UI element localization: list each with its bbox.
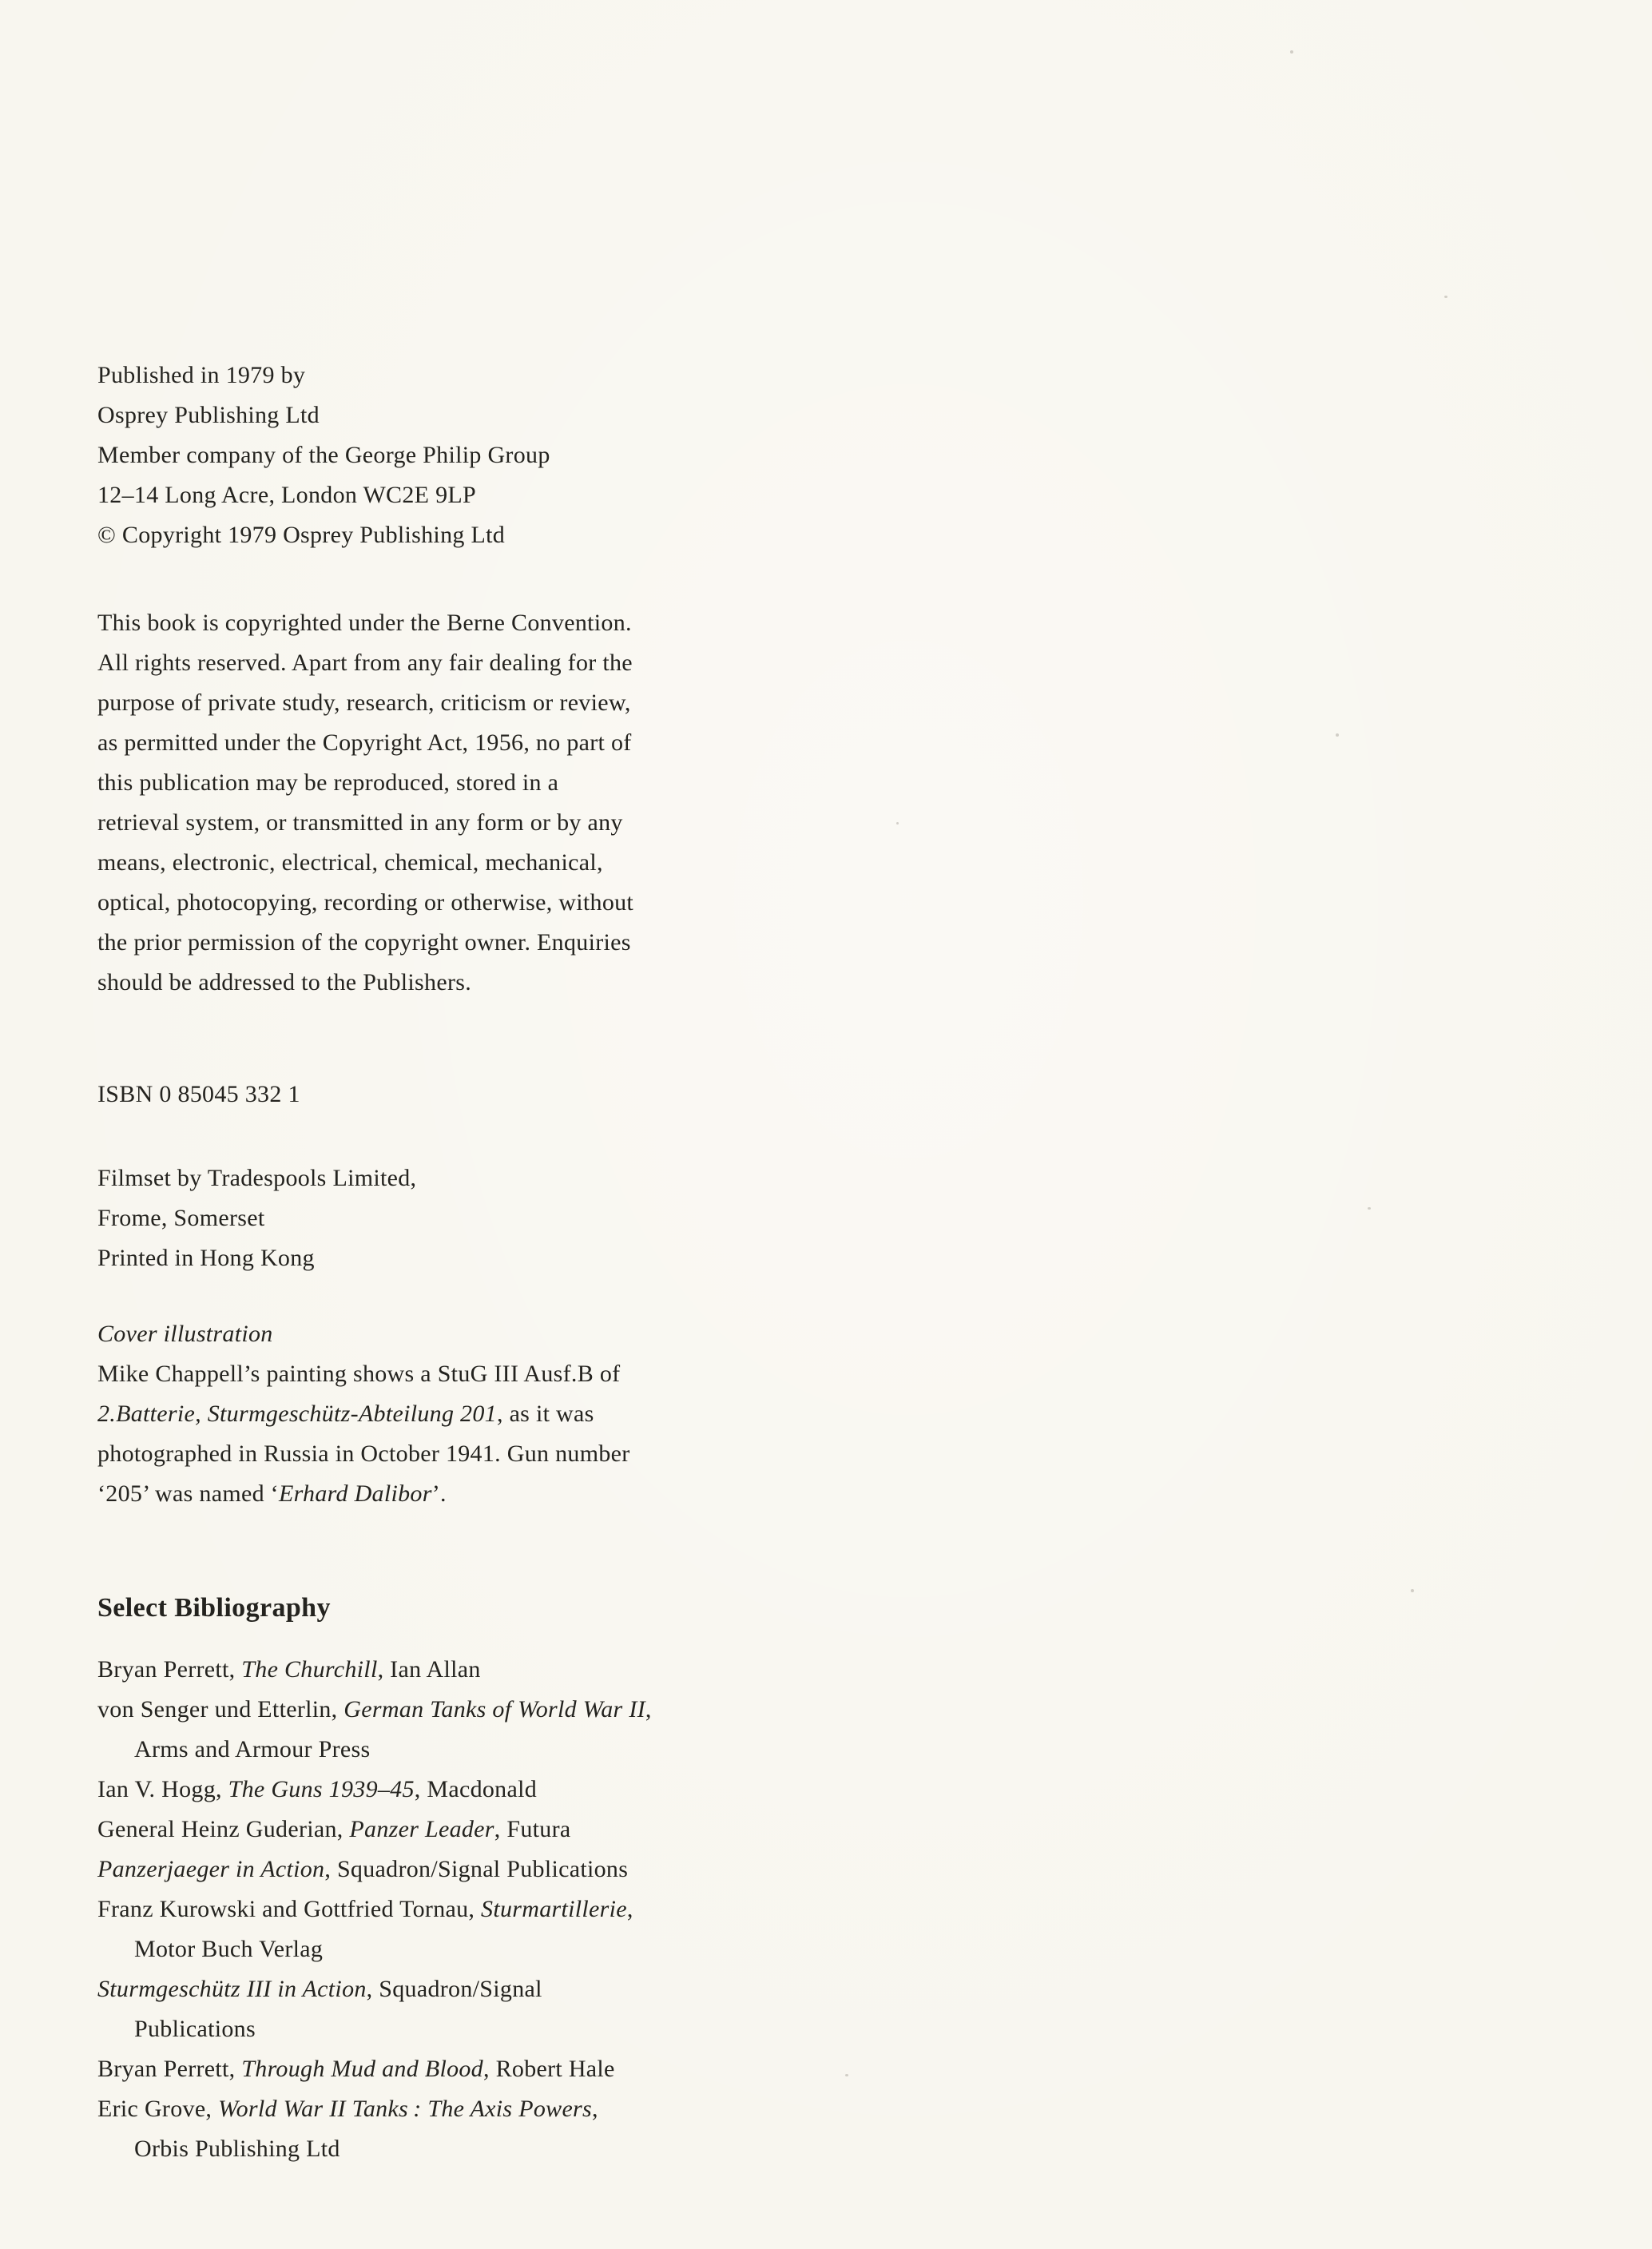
text-line: Frome, Somerset	[97, 1205, 265, 1231]
regular-text: , Squadron/Signal	[366, 1976, 542, 2002]
copyright-notice	[97, 603, 880, 1003]
text-line	[97, 1810, 880, 1850]
paper-speck	[1411, 1589, 1414, 1592]
text-line: © Copyright 1979 Osprey Publishing Ltd	[97, 522, 506, 548]
paper-speck	[1290, 50, 1293, 54]
text-line	[97, 2009, 880, 2049]
regular-text: Bryan Perrett,	[97, 2056, 242, 2082]
text-line: purpose of private study, research, criticism or review,	[97, 689, 631, 716]
bibliography-heading: Select Bibliography	[97, 1593, 331, 1623]
imprint-block	[97, 356, 880, 555]
regular-text: General Heinz Guderian,	[97, 1816, 350, 1842]
regular-text: Mike Chappell’s painting shows a StuG III Ausf.B of	[97, 1361, 621, 1387]
text-line: Published in 1979 by	[97, 362, 306, 388]
text-line	[97, 1889, 880, 1929]
text-line	[97, 1434, 880, 1474]
regular-text: ‘205’ was named ‘	[97, 1480, 279, 1507]
regular-text: Eric Grove,	[97, 2096, 219, 2122]
regular-text: Ian V. Hogg,	[97, 1776, 228, 1802]
text-line: means, electronic, electrical, chemical, mechanical,	[97, 849, 603, 876]
text-line	[97, 1354, 880, 1394]
text-line: as permitted under the Copyright Act, 1956, no part of	[97, 729, 632, 756]
text-line: All rights reserved. Apart from any fair dealing for the	[97, 650, 633, 676]
regular-text: , Robert Hale	[482, 2056, 615, 2082]
cover-illustration-text	[97, 1354, 880, 1514]
regular-text: , Macdonald	[414, 1776, 538, 1802]
regular-text: photographed in Russia in October 1941. Gun number	[97, 1440, 630, 1467]
regular-text: Orbis Publishing Ltd	[134, 2136, 340, 2162]
text-line: Osprey Publishing Ltd	[97, 402, 320, 428]
text-line: Member company of the George Philip Group	[97, 442, 550, 468]
paper-speck	[1368, 1207, 1371, 1210]
regular-text: Motor Buch Verlag	[134, 1936, 324, 1962]
regular-text: Franz Kurowski and Gottfried Tornau,	[97, 1896, 482, 1922]
regular-text: Arms and Armour Press	[134, 1736, 371, 1762]
italic-text: Through Mud and Blood	[241, 2056, 483, 2082]
text-line: 12–14 Long Acre, London WC2E 9LP	[97, 482, 476, 508]
text-line: should be addressed to the Publishers.	[97, 969, 472, 995]
regular-text: Bryan Perrett,	[97, 1656, 242, 1683]
italic-text: Erhard Dalibor	[278, 1480, 432, 1507]
text-line: this publication may be reproduced, stored in a	[97, 769, 559, 796]
regular-text: ,	[592, 2096, 598, 2122]
italic-text: Panzerjaeger in Action	[97, 1856, 325, 1882]
italic-text: World War II Tanks : The Axis Powers	[218, 2096, 593, 2122]
text-line	[97, 1730, 880, 1770]
italic-text: 2.Batterie, Sturmgeschütz-Abteilung 201	[97, 1401, 497, 1427]
regular-text: , as it was	[496, 1401, 594, 1427]
text-line: the prior permission of the copyright owner. Enquiries	[97, 929, 631, 956]
text-line	[97, 1770, 880, 1810]
regular-text: ,	[626, 1896, 633, 1922]
regular-text: Publications	[134, 2016, 256, 2042]
italic-text: Panzer Leader	[349, 1816, 494, 1842]
text-line	[97, 1690, 880, 1730]
text-line	[97, 2129, 880, 2169]
regular-text: , Squadron/Signal Publications	[324, 1856, 629, 1882]
text-line	[97, 2049, 880, 2089]
regular-text: ,	[645, 1696, 652, 1723]
text-line	[97, 1850, 880, 1889]
text-line: Filmset by Tradespools Limited,	[97, 1165, 417, 1191]
paper-speck	[1336, 733, 1339, 737]
italic-text: The Churchill	[241, 1656, 378, 1683]
text-line: retrieval system, or transmitted in any form or by any	[97, 809, 623, 836]
regular-text: , Futura	[494, 1816, 571, 1842]
paper-speck	[896, 822, 899, 825]
text-line	[97, 1929, 880, 1969]
italic-text: The Guns 1939–45	[228, 1776, 415, 1802]
text-line	[97, 2089, 880, 2129]
italic-text: German Tanks of World War II	[344, 1696, 645, 1723]
text-line: Printed in Hong Kong	[97, 1245, 315, 1271]
bibliography-list	[97, 1650, 880, 2169]
text-line: This book is copyrighted under the Berne Convention.	[97, 610, 632, 636]
text-line	[97, 1969, 880, 2009]
cover-illustration-block	[97, 1314, 880, 1514]
regular-text: ’.	[431, 1480, 447, 1507]
italic-text: Sturmartillerie	[481, 1896, 627, 1922]
printing-info-block	[97, 1158, 880, 1278]
text-line	[97, 1474, 880, 1514]
regular-text: von Senger und Etterlin,	[97, 1696, 344, 1723]
paper-speck	[1444, 296, 1447, 298]
regular-text: , Ian Allan	[377, 1656, 481, 1683]
text-line	[97, 1650, 880, 1690]
italic-text: Sturmgeschütz III in Action	[97, 1976, 367, 2002]
cover-illustration-heading: Cover illustration	[97, 1321, 273, 1347]
isbn-line: ISBN 0 85045 332 1	[97, 1081, 300, 1107]
text-line	[97, 1394, 880, 1434]
text-line: optical, photocopying, recording or otherwise, without	[97, 889, 634, 916]
text-column	[97, 356, 880, 2169]
